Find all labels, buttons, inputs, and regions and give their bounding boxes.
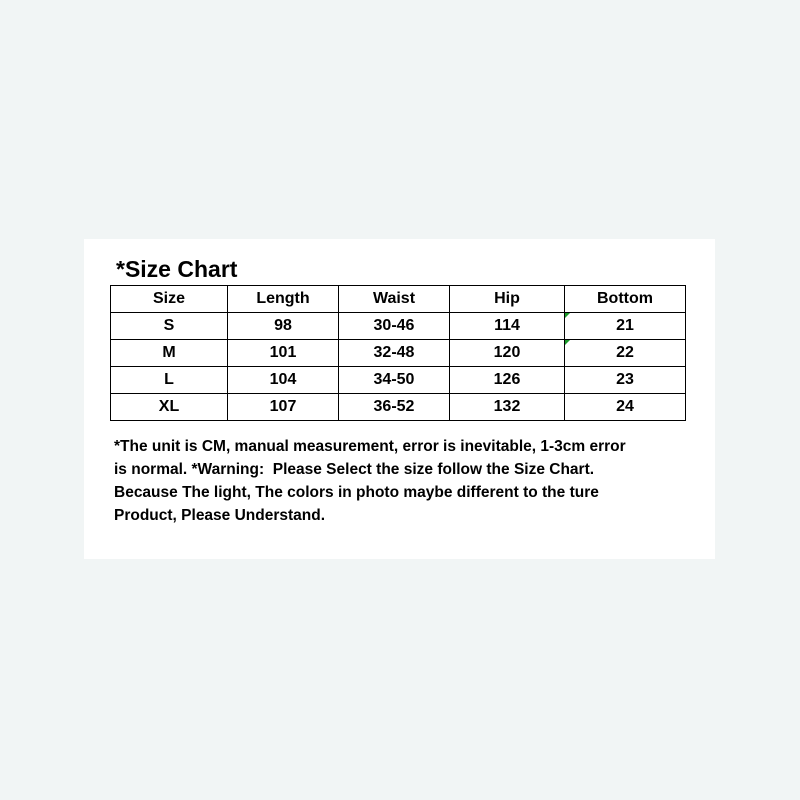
table-cell: 30-46	[339, 313, 450, 340]
table-row	[111, 313, 686, 340]
table-row	[111, 340, 686, 367]
table-cell: 34-50	[339, 367, 450, 394]
column-header-bottom: Bottom	[565, 286, 686, 313]
table-cell: L	[111, 367, 228, 394]
table-cell: 98	[228, 313, 339, 340]
size-chart-card	[84, 239, 715, 559]
size-chart-title: *Size Chart	[116, 256, 238, 282]
table-cell: 104	[228, 367, 339, 394]
table-cell: 24	[565, 394, 686, 421]
note-line: Because The light, The colors in photo maybe different to the ture	[114, 484, 599, 501]
table-cell: XL	[111, 394, 228, 421]
note-line: Product, Please Understand.	[114, 507, 326, 524]
table-cell: S	[111, 313, 228, 340]
table-cell: 32-48	[339, 340, 450, 367]
table-cell: 120	[450, 340, 565, 367]
table-cell: 22	[565, 340, 686, 367]
column-header-size: Size	[111, 286, 228, 313]
table-cell: M	[111, 340, 228, 367]
column-header-hip: Hip	[450, 286, 565, 313]
size-table	[110, 285, 686, 421]
table-cell: 23	[565, 367, 686, 394]
table-cell: 114	[450, 313, 565, 340]
table-cell: 107	[228, 394, 339, 421]
column-header-length: Length	[228, 286, 339, 313]
table-cell: 101	[228, 340, 339, 367]
column-header-waist: Waist	[339, 286, 450, 313]
table-cell: 21	[565, 313, 686, 340]
table-cell: 126	[450, 367, 565, 394]
note-line: is normal. *Warning: Please Select the size follow the Size Chart.	[114, 461, 595, 478]
note-line: *The unit is CM, manual measurement, error is inevitable, 1-3cm error	[114, 438, 626, 455]
table-row	[111, 394, 686, 421]
table-header-row	[111, 286, 686, 313]
table-cell: 132	[450, 394, 565, 421]
size-note	[114, 435, 704, 527]
table-row	[111, 367, 686, 394]
table-cell: 36-52	[339, 394, 450, 421]
